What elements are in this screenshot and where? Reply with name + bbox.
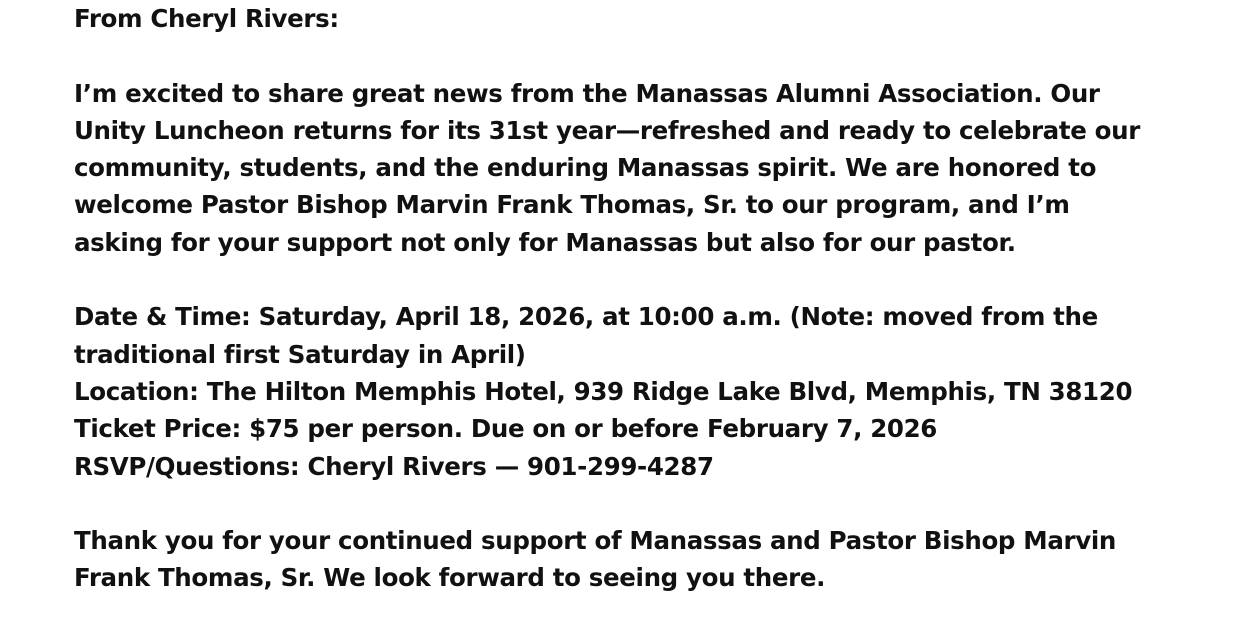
date-time-line: Date & Time: Saturday, April 18, 2026, at 10:00 a.m. (Note: moved from the [74, 302, 1098, 332]
paragraph-gap [74, 485, 1214, 522]
closing-paragraph [74, 522, 1214, 597]
intro-paragraph [74, 75, 1214, 261]
location-line: Location: The Hilton Memphis Hotel, 939 Ridge Lake Blvd, Memphis, TN 38120 [74, 376, 1133, 406]
event-details [74, 298, 1214, 484]
greeting: From Cheryl Rivers: [74, 4, 339, 33]
closing-line: Frank Thomas, Sr. We look forward to seeing you there. [74, 563, 826, 593]
paragraph-gap [74, 261, 1214, 298]
intro-line: asking for your support not only for Manassas but also for our pastor. [74, 227, 1016, 257]
intro-line: Unity Luncheon returns for its 31st year—refreshed and ready to celebrate our [74, 115, 1140, 145]
intro-line: welcome Pastor Bishop Marvin Frank Thomas, Sr. to our program, and I’m [74, 190, 1070, 220]
intro-line: community, students, and the enduring Manassas spirit. We are honored to [74, 153, 1097, 183]
letter-document [74, 0, 1214, 597]
closing-line: Thank you for your continued support of Manassas and Pastor Bishop Marvin [74, 526, 1116, 556]
ticket-price-line: Ticket Price: $75 per person. Due on or before February 7, 2026 [74, 414, 938, 444]
intro-line: I’m excited to share great news from the Manassas Alumni Association. Our [74, 78, 1100, 108]
rsvp-line: RSVP/Questions: Cheryl Rivers — 901-299-4287 [74, 451, 714, 481]
date-time-line-continued: traditional first Saturday in April) [74, 339, 526, 369]
paragraph-gap [74, 37, 1214, 74]
